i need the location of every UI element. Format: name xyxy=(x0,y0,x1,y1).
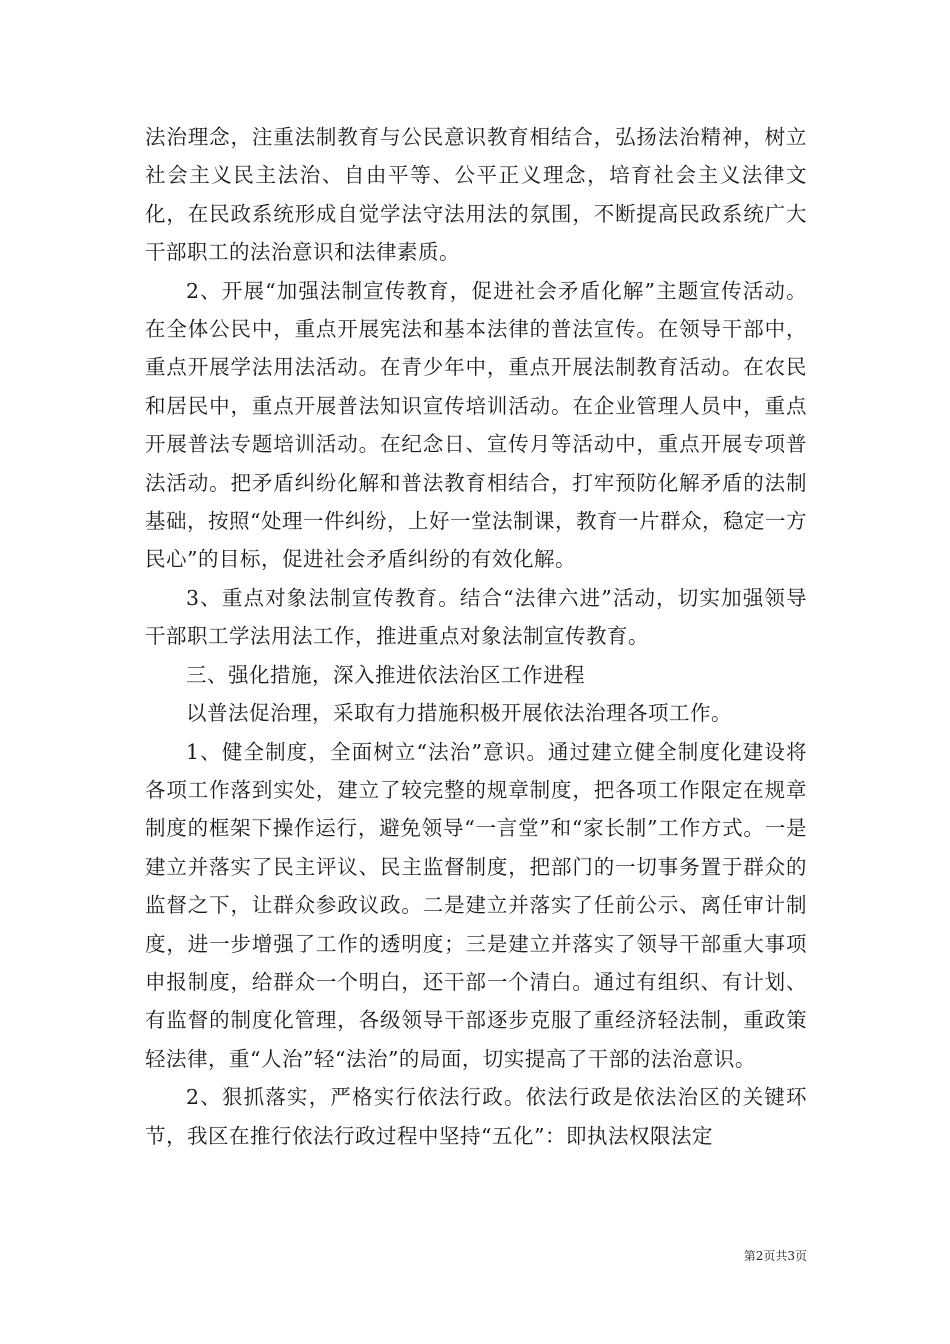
paragraph-continuation: 法治理念，注重法制教育与公民意识教育相结合，弘扬法治精神，树立社会主义民主法治、自由平等、公平正义理念，培育社会主义法律文化，在民政系统形成自觉学法守法用法的氛围，不断提高民政系统广大干部职工的法治意识和法律素质。 xyxy=(145,125,807,265)
page-number-footer: 第2页共3页 xyxy=(743,1249,807,1263)
document-body xyxy=(145,118,807,1155)
paragraph-item-2: 2、开展“加强法制宣传教育，促进社会矛盾化解”主题宣传活动。在全体公民中，重点开展宪法和基本法律的普法宣传。在领导干部中，重点开展学法用法活动。在青少年中，重点开展法制教育活动。在农民和居民中，重点开展普法知识宣传培训活动。在企业管理人员中，重点开展普法专题培训活动。在纪念日、宣传月等活动中，重点开展专项普法活动。把矛盾纠纷化解和普法教育相结合，打牢预防化解矛盾的法制基础，按照“处理一件纠纷，上好一堂法制课，教育一片群众，稳定一方民心”的目标，促进社会矛盾纠纷的有效化解。 xyxy=(145,278,807,572)
section-heading-3: 三、强化措施，深入推进依法治区工作进程 xyxy=(186,662,585,687)
section-intro: 以普法促治理，采取有力措施积极开展依法治理各项工作。 xyxy=(186,701,732,726)
paragraph-measure-2: 2、狠抓落实，严格实行依法行政。依法行政是依法治区的关键环节，我区在推行依法行政过程中坚持“五化”：即执法权限法定 xyxy=(145,1085,807,1148)
paragraph-item-3: 3、重点对象法制宣传教育。结合“法律六进”活动，切实加强领导干部职工学法用法工作，推进重点对象法制宣传教育。 xyxy=(145,585,807,649)
paragraph-measure-1: 1、健全制度，全面树立“法治”意识。通过建立健全制度化建设将各项工作落到实处，建立了较完整的规章制度，把各项工作限定在规章制度的框架下操作运行，避免领导“一言堂”和“家长制”工作方式。一是建立并落实了民主评议、民主监督制度，把部门的一切事务置于群众的监督之下，让群众参政议政。二是建立并落实了任前公示、离任审计制度，进一步增强了工作的透明度；三是建立并落实了领导干部重大事项申报制度，给群众一个明白，还干部一个清白。通过有组织、有计划、有监督的制度化管理，各级领导干部逐步克服了重经济轻法制，重政策轻法律，重“人治”轻“法治”的局面，切实提高了干部的法治意识。 xyxy=(145,739,807,1071)
